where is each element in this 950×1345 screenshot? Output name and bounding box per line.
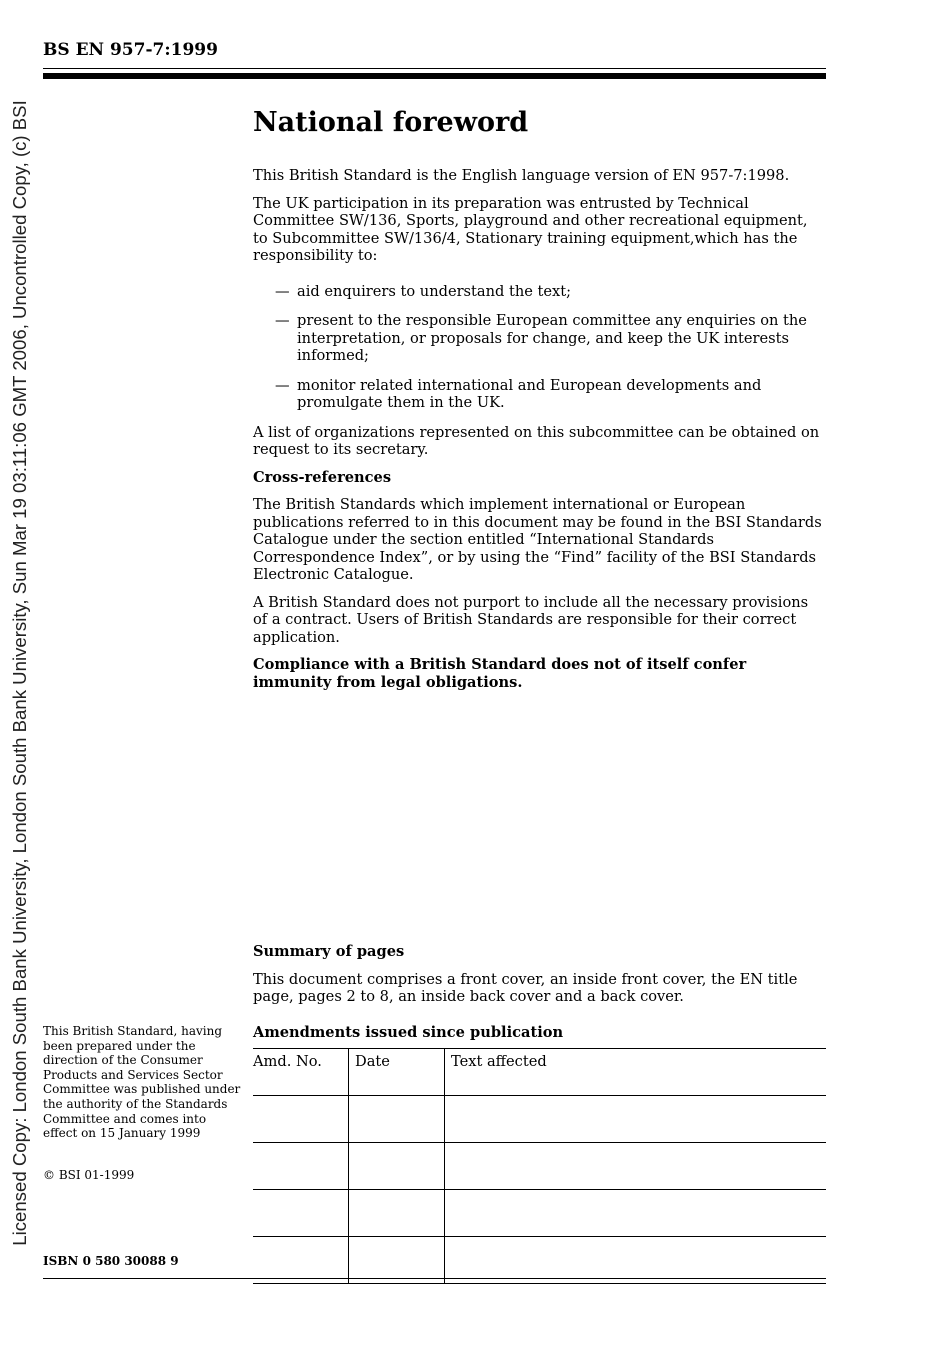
foreword-body xyxy=(253,106,826,701)
column-header-amd-no: Amd. No. xyxy=(253,1049,349,1096)
list-item-text: present to the responsible European committee any enquiries on the interpretation, or proposals for change, and keep the UK interests informed; xyxy=(297,312,807,364)
list-item-text: aid enquirers to understand the text; xyxy=(297,282,572,300)
footer-rule xyxy=(43,1278,826,1279)
column-header-text-affected: Text affected xyxy=(445,1049,827,1096)
table-row xyxy=(253,1190,826,1237)
list-item xyxy=(253,377,826,412)
dash-marker: — xyxy=(275,376,290,394)
header-rule-thick xyxy=(43,73,826,79)
paragraph-language-version: This British Standard is the English language version of EN 957-7:1998. xyxy=(253,167,790,184)
table-cell xyxy=(349,1190,445,1237)
paragraph-organizations: A list of organizations represented on this subcommittee can be obtained on request to its secretary. xyxy=(253,423,820,458)
license-watermark: Licensed Copy: London South Bank University, London South Bank University, Sun Mar 19 03:11:06 GMT 2006, Uncontrolled Copy, (c) BSI xyxy=(9,100,30,1246)
table-cell xyxy=(349,1143,445,1190)
table-cell xyxy=(253,1096,349,1143)
page-title: National foreword xyxy=(253,107,529,138)
paragraph-uk-participation: The UK participation in its preparation was entrusted by Technical Committee SW/136, Sports, playground and other recreational equipment, to Subcommittee SW/136/4, Stationary training equipment,which has the responsibility to: xyxy=(253,194,808,264)
cross-references-heading: Cross-references xyxy=(253,468,392,486)
dash-marker: — xyxy=(275,312,290,329)
column-header-date: Date xyxy=(349,1049,445,1096)
table-cell xyxy=(349,1096,445,1143)
document-id: BS EN 957-7:1999 xyxy=(43,40,218,60)
list-item-text: monitor related international and European developments and promulgate them in the UK. xyxy=(297,376,762,411)
paragraph-cross-references: The British Standards which implement international or European publications referred to in this document may be found in the BSI Standards Catalogue under the section entitled “International Standards Correspondence Index”, or by using the “Find” facility of the BSI Standards Electronic Catalogue. xyxy=(253,496,822,583)
amendments-title: Amendments issued since publication xyxy=(253,1024,564,1041)
table-cell xyxy=(349,1237,445,1284)
table-cell xyxy=(253,1237,349,1284)
responsibility-list xyxy=(253,283,826,412)
isbn-number: ISBN 0 580 30088 9 xyxy=(43,1254,179,1268)
table-row xyxy=(253,1143,826,1190)
summary-of-pages xyxy=(253,943,826,1016)
table-cell xyxy=(445,1237,827,1284)
table-row xyxy=(253,1096,826,1143)
summary-heading: Summary of pages xyxy=(253,943,405,960)
table-cell xyxy=(445,1190,827,1237)
copyright-notice: © BSI 01-1999 xyxy=(43,1168,135,1182)
dash-marker: — xyxy=(275,282,290,300)
table-header-row xyxy=(253,1049,826,1096)
compliance-statement: Compliance with a British Standard does not of itself confer immunity from legal obligations. xyxy=(253,656,747,691)
list-item xyxy=(253,312,826,365)
table-cell xyxy=(253,1190,349,1237)
table-cell xyxy=(445,1143,827,1190)
header-rule-thin xyxy=(43,68,826,69)
amendments-table xyxy=(253,1048,826,1284)
table-cell xyxy=(253,1143,349,1190)
table-row xyxy=(253,1237,826,1284)
summary-text: This document comprises a front cover, an inside front cover, the EN title page, pages 2 to 8, an inside back cover and a back cover. xyxy=(253,970,798,1005)
list-item xyxy=(253,283,826,301)
paragraph-provisions: A British Standard does not purport to include all the necessary provisions of a contract. Users of British Standards are responsible for their correct application. xyxy=(253,593,809,646)
table-cell xyxy=(445,1096,827,1143)
publication-note: This British Standard, having been prepared under the direction of the Consumer Products and Services Sector Committee was published under the authority of the Standards Committee and comes into effect on 15 January 1999 xyxy=(43,1024,241,1141)
